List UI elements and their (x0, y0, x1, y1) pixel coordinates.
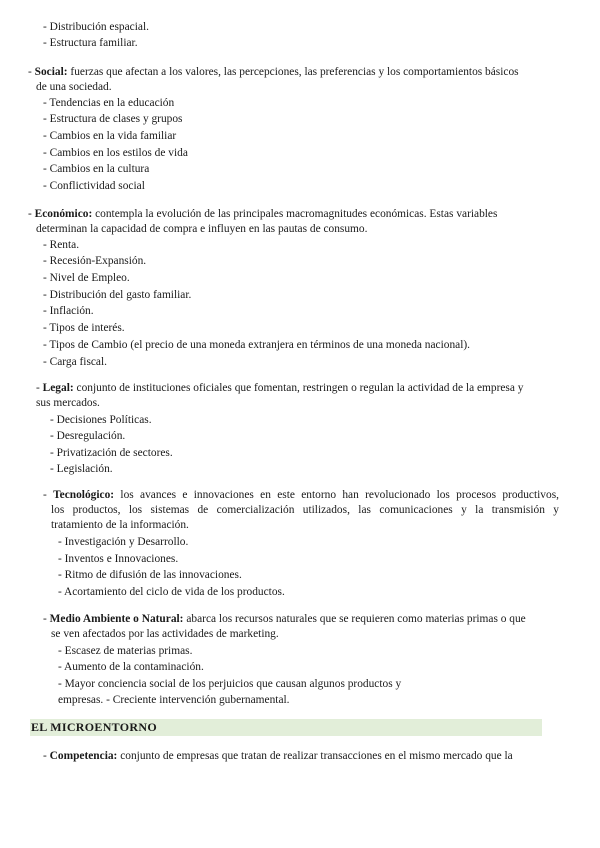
list-item: - Legislación. (50, 463, 113, 475)
economico-label: Económico: (34, 208, 93, 220)
list-item: - Estructura de clases y grupos (43, 113, 183, 125)
list-item: - Recesión-Expansión. (43, 255, 147, 267)
list-item: - Desregulación. (50, 430, 126, 442)
list-item: - Renta. (43, 239, 80, 251)
list-item: - Conflictividad social (43, 180, 145, 192)
social-label: Social: (34, 66, 68, 78)
list-item: - Investigación y Desarrollo. (58, 536, 189, 548)
list-item: - Tendencias en la educación (43, 97, 175, 109)
list-item: empresas. - Creciente intervención gubernamental. (58, 694, 290, 706)
list-item: - Inflación. (43, 305, 94, 317)
legal-label: Legal: (42, 382, 74, 394)
social-intro: - Social: fuerzas que afectan a los valores, las percepciones, las preferencias y los comportamientos básicos (28, 66, 519, 78)
list-item: - Inventos e Innovaciones. (58, 553, 179, 565)
list-item: - Decisiones Políticas. (50, 414, 152, 426)
list-item: - Estructura familiar. (43, 37, 138, 49)
medio-ambiente-label: Medio Ambiente o Natural: (49, 613, 184, 625)
list-item: - Mayor conciencia social de los perjuicios que causan algunos productos y (58, 678, 402, 690)
list-item: - Tipos de Cambio (el precio de una moneda extranjera en términos de una moneda nacional). (43, 339, 471, 351)
legal-intro: - Legal: conjunto de instituciones oficiales que fomentan, restringen o regulan la actividad de la empresa y (36, 382, 524, 394)
list-item: - Aumento de la contaminación. (58, 661, 204, 673)
medio-ambiente-description: abarca los recursos naturales que se requieren como materias primas o que (186, 613, 526, 625)
list-item: - Carga fiscal. (43, 356, 107, 368)
list-item: - Nivel de Empleo. (43, 272, 130, 284)
list-item: - Privatización de sectores. (50, 447, 173, 459)
list-item: - Distribución espacial. (43, 21, 149, 33)
list-item: - Tipos de interés. (43, 322, 125, 334)
tecnologico-label: Tecnológico: (53, 489, 115, 501)
tecnologico-description-cont: los productos, los sistemas de comercialización utilizados, las comunicaciones y la transmisión y (51, 504, 559, 516)
competencia-label: Competencia: (49, 750, 118, 762)
tecnologico-description: los avances e innovaciones en este entorno han revolucionado los procesos productivos, (120, 489, 559, 501)
list-item: - Ritmo de difusión de las innovaciones. (58, 569, 242, 581)
economico-description-cont: determinan la capacidad de compra e influyen en las pautas de consumo. (36, 223, 368, 235)
list-item: - Cambios en la vida familiar (43, 130, 177, 142)
medio-ambiente-intro: - Medio Ambiente o Natural: abarca los recursos naturales que se requieren como materias primas o que (43, 613, 526, 625)
section-heading: EL MICROENTORNO (31, 720, 157, 734)
social-description-cont: de una sociedad. (36, 81, 112, 93)
medio-ambiente-description-cont: se ven afectados por las actividades de marketing. (51, 628, 279, 640)
list-item: - Cambios en los estilos de vida (43, 147, 188, 159)
competencia-description: conjunto de empresas que tratan de realizar transacciones en el mismo mercado que la (120, 750, 513, 762)
list-item: - Escasez de materias primas. (58, 645, 193, 657)
list-item: - Acortamiento del ciclo de vida de los productos. (58, 586, 285, 598)
social-description: fuerzas que afectan a los valores, las percepciones, las preferencias y los comportamientos básicos (70, 66, 519, 78)
economico-description: contempla la evolución de las principales macromagnitudes económicas. Estas variables (95, 208, 498, 220)
competencia-intro: - Competencia: conjunto de empresas que tratan de realizar transacciones en el mismo mercado que la (43, 750, 513, 762)
legal-description: conjunto de instituciones oficiales que fomentan, restringen o regulan la actividad de la empresa y (76, 382, 524, 394)
tecnologico-description-end: tratamiento de la información. (51, 519, 189, 531)
list-item: - Cambios en la cultura (43, 163, 150, 175)
legal-description-cont: sus mercados. (36, 397, 100, 409)
economico-intro: - Económico: contempla la evolución de las principales macromagnitudes económicas. Estas variables (28, 208, 498, 220)
list-item: - Distribución del gasto familiar. (43, 289, 192, 301)
tecnologico-intro: - Tecnológico: los avances e innovaciones en este entorno han revolucionado los procesos productivos, (43, 489, 559, 501)
